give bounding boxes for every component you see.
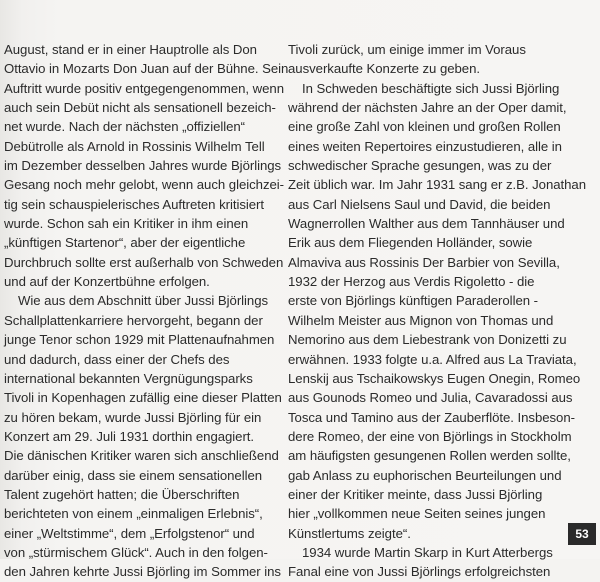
- left-column-line-12: Durchbruch sollte erst außerhalb von Schweden: [4, 254, 284, 270]
- left-column-line-8: Gesang noch mehr gelobt, wenn auch gleichzei-: [4, 177, 284, 193]
- right-column-line-21: dere Romeo, der eine von Björlings in Stockholm: [288, 428, 572, 444]
- left-column-line-11: „künftigen Startenor“, aber der eigentliche: [4, 235, 246, 251]
- left-column-line-21: Konzert am 29. Juli 1931 dorthin engagiert.: [4, 428, 255, 444]
- right-column-line-14: erste von Björlings künftigen Paraderollen -: [288, 293, 538, 309]
- left-text-column: [4, 40, 289, 582]
- left-column-line-28: den Jahren kehrte Jussi Björling im Sommer ins: [4, 564, 281, 580]
- left-column-line-1: August, stand er in einer Hauptrolle als Don: [4, 42, 257, 57]
- left-column-line-23: darüber einig, dass sie einem sensationellen: [4, 467, 263, 483]
- right-column-line-5: eine große Zahl von kleinen und großen Rollen: [288, 119, 561, 135]
- left-column-line-4: auch sein Debüt nicht als sensationell bezeich-: [4, 100, 276, 116]
- right-column-line-3: In Schweden beschäftigte sich Jussi Björling: [302, 80, 560, 96]
- left-column-line-26: einer „Weltstimme“, dem „Erfolgstenor“ und: [4, 525, 255, 541]
- left-column-line-15: Schallplattenkarriere hervorgeht, begann der: [4, 312, 263, 328]
- left-column-line-25: berichteten von einem „einmaligen Erlebnis“,: [4, 506, 263, 522]
- right-column-line-22: am häufigsten gesungenen Rollen werden sollte,: [288, 448, 571, 464]
- left-column-line-5: net wurde. Nach der nächsten „offiziellen“: [4, 119, 246, 135]
- right-column-line-26: Künstlertums zeigte“.: [288, 525, 411, 541]
- right-column-line-25: hier „vollkommen neue Seiten seines jungen: [288, 506, 546, 522]
- right-column-line-16: Nemorino aus dem Liebestrank von Donizetti zu: [288, 332, 567, 348]
- left-column-line-16: junge Tenor schon 1929 mit Plattenaufnahmen: [4, 332, 275, 348]
- left-column-line-6: Debütrolle als Arnold in Rossinis Wilhelm Tell: [4, 138, 265, 154]
- right-column-line-6: eines weiten Repertoires einzustudieren, alle in: [288, 138, 562, 154]
- left-column-line-7: im Dezember desselben Jahres wurde Björlings: [4, 158, 282, 174]
- left-column-line-3: Auftritt wurde positiv entgegengenommen, wenn: [4, 80, 284, 96]
- right-column-line-24: einer der Kritiker meinte, dass Jussi Björling: [288, 486, 543, 502]
- left-column-line-18: international bekannten Vergnügungsparks: [4, 370, 253, 386]
- right-column-line-15: Wilhelm Meister aus Mignon von Thomas und: [288, 312, 554, 328]
- left-column-line-17: und dadurch, dass einer der Chefs des: [4, 351, 230, 367]
- right-column-line-20: Tosca und Tamino aus der Zauberflöte. Insbeson-: [288, 409, 575, 425]
- right-column-line-2: ausverkaufte Konzerte zu geben.: [288, 61, 480, 77]
- page-number: 53: [568, 523, 596, 545]
- right-column-line-8: Zeit üblich war. Im Jahr 1931 sang er z.B. Jonathan: [288, 177, 586, 193]
- left-column-line-14: Wie aus dem Abschnitt über Jussi Björlings: [18, 293, 269, 309]
- right-column-line-13: 1932 der Herzog aus Verdis Rigoletto - die: [288, 274, 535, 290]
- right-column-line-4: während der nächsten Jahre an der Oper damit,: [288, 100, 567, 116]
- left-column-line-9: tig sein schauspielerisches Auftreten kritisiert: [4, 196, 265, 212]
- right-column-line-1: Tivoli zurück, um einige immer im Voraus: [288, 42, 526, 57]
- left-column-line-13: und auf der Konzertbühne erfolgen.: [4, 274, 210, 290]
- right-column-line-12: Almaviva aus Rossinis Der Barbier von Sevilla,: [288, 254, 560, 270]
- right-column-line-28: Fanal eine von Jussi Björlings erfolgreichsten: [288, 564, 551, 580]
- left-column-line-19: Tivoli in Kopenhagen zufällig eine dieser Platten: [4, 390, 282, 406]
- right-column-line-17: erwähnen. 1933 folgte u.a. Alfred aus La Traviata,: [288, 351, 577, 367]
- left-column-line-10: wurde. Schon sah ein Kritiker in ihm einen: [4, 216, 249, 232]
- right-column-line-7: schwedischer Sprache gesungen, was zu der: [288, 158, 552, 174]
- right-column-line-11: Erik aus dem Fliegenden Holländer, sowie: [288, 235, 533, 251]
- left-column-line-2: Ottavio in Mozarts Don Juan auf der Bühne. Sein: [4, 61, 289, 77]
- right-column-line-27: 1934 wurde Martin Skarp in Kurt Atterbergs: [302, 544, 553, 560]
- right-column-line-10: Wagnerrollen Walther aus dem Tannhäuser und: [288, 216, 565, 232]
- left-column-line-20: zu hören bekam, wurde Jussi Björling für ein: [4, 409, 262, 425]
- right-column-line-23: gab Anlass zu euphorischen Beurteilungen und: [288, 467, 562, 483]
- right-column-line-18: Lenskij aus Tschaikowskys Eugen Onegin, Romeo: [288, 370, 581, 386]
- left-column-line-22: Die dänischen Kritiker waren sich anschließend: [4, 448, 279, 464]
- left-column-line-27: von „stürmischem Glück“. Auch in den folgen-: [4, 544, 268, 560]
- right-column-line-19: aus Gounods Romeo und Julia, Cavaradossi aus: [288, 390, 573, 406]
- right-column-line-9: aus Carl Nielsens Saul und David, die beiden: [288, 196, 551, 212]
- left-column-line-24: Talent zugehört hatten; die Überschriften: [4, 486, 240, 502]
